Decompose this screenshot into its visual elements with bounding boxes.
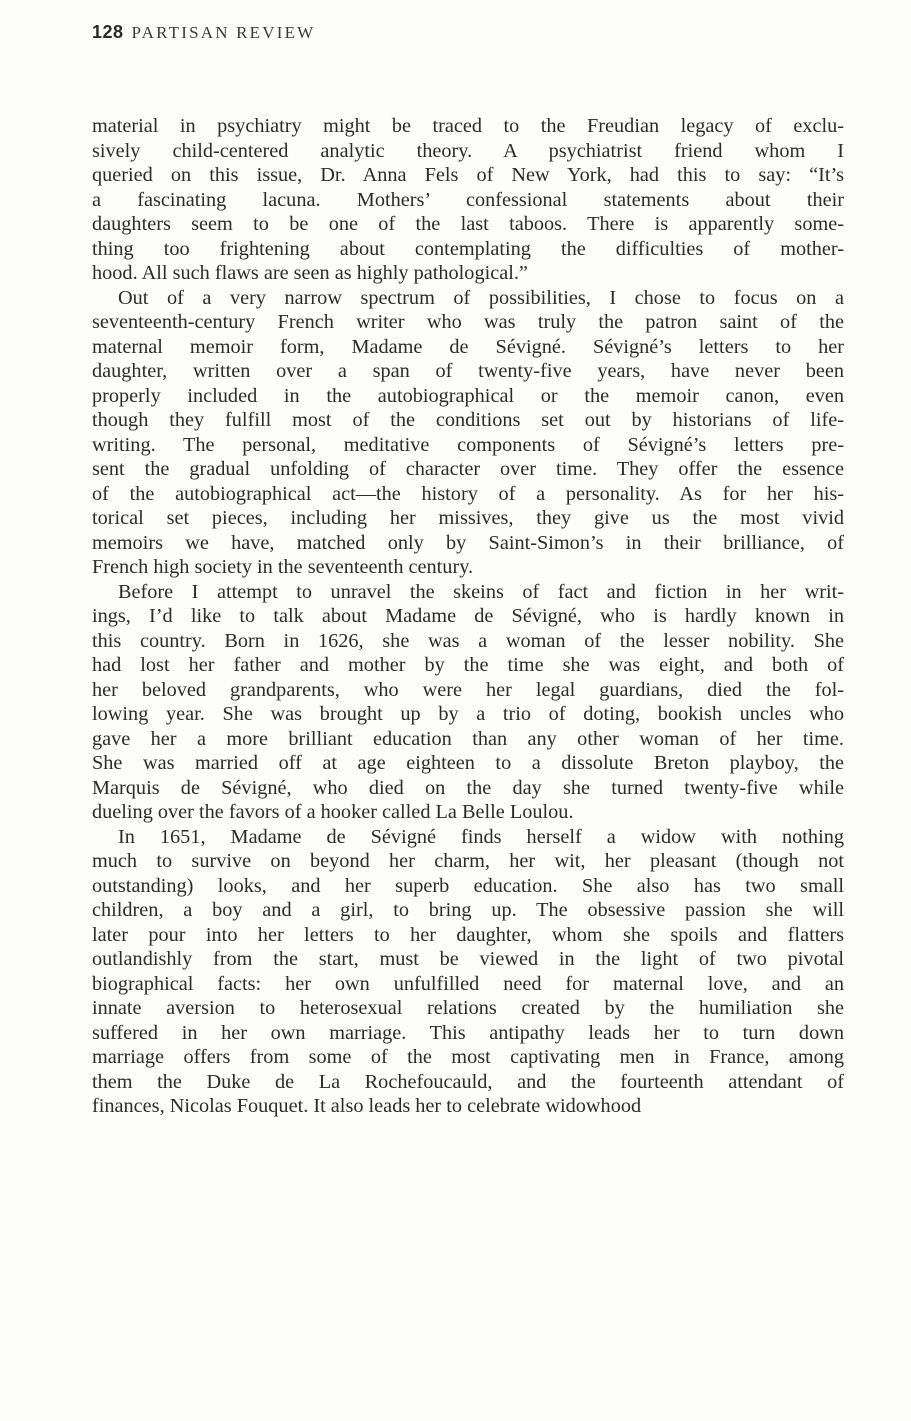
running-head <box>92 20 315 46</box>
text-line: Before I attempt to unravel the skeins of fact and fiction in her writ- <box>118 580 844 603</box>
text-line: writing. The personal, meditative components of Sévigné’s letters pre- <box>92 433 844 456</box>
text-line: outlandishly from the start, must be viewed in the light of two pivotal <box>92 948 844 970</box>
text-line: thing too frightening about contemplating the difficulties of mother- <box>92 237 844 260</box>
text-line: lowing year. She was brought up by a trio of doting, bookish uncles who <box>92 703 844 725</box>
text-line: much to survive on beyond her charm, her wit, her pleasant (though not <box>92 850 844 872</box>
journal-title: PARTISAN REVIEW <box>131 23 316 42</box>
text-line: biographical facts: her own unfulfilled need for maternal love, and an <box>92 972 844 995</box>
text-line: daughter, written over a span of twenty-five years, have never been <box>92 360 844 382</box>
text-line: queried on this issue, Dr. Anna Fels of New York, had this to say: “It’s <box>92 164 844 186</box>
text-line: them the Duke de La Rochefoucauld, and the fourteenth attendant of <box>92 1070 844 1093</box>
text-line: hood. All such flaws are seen as highly pathological.” <box>92 262 528 284</box>
text-line: sent the gradual unfolding of character over time. They offer the essence <box>92 458 844 480</box>
text-line: a fascinating lacuna. Mothers’ confessional statements about their <box>92 188 844 211</box>
text-line: memoirs we have, matched only by Saint-Simon’s in their brilliance, of <box>92 531 844 554</box>
text-line: ings, I’d like to talk about Madame de Sévigné, who is hardly known in <box>92 605 844 627</box>
text-line: daughters seem to be one of the last taboos. There is apparently some- <box>92 213 844 235</box>
text-line: maternal memoir form, Madame de Sévigné. Sévigné’s letters to her <box>92 335 844 358</box>
text-line: finances, Nicolas Fouquet. It also leads her to celebrate widowhood <box>92 1095 642 1117</box>
text-line: properly included in the autobiographical or the memoir canon, even <box>92 384 844 407</box>
text-line: seventeenth-century French writer who was truly the patron saint of the <box>92 311 844 333</box>
text-line: outstanding) looks, and her superb education. She also has two small <box>92 874 844 897</box>
text-line: of the autobiographical act—the history of a personality. As for her his- <box>92 482 844 505</box>
text-line: French high society in the seventeenth century. <box>92 556 474 578</box>
body-text <box>92 114 844 1119</box>
text-line: dueling over the favors of a hooker called La Belle Loulou. <box>92 801 574 823</box>
text-line: torical set pieces, including her missives, they give us the most vivid <box>92 507 844 529</box>
text-line: suffered in her own marriage. This antipathy leads her to turn down <box>92 1021 844 1044</box>
paragraph <box>92 580 844 825</box>
text-line: Marquis de Sévigné, who died on the day she turned twenty-five while <box>92 776 844 799</box>
text-line: In 1651, Madame de Sévigné finds herself a widow with nothing <box>118 825 844 848</box>
paragraph <box>92 286 844 580</box>
text-line: had lost her father and mother by the time she was eight, and both of <box>92 654 844 676</box>
text-line: though they fulfill most of the conditions set out by historians of life- <box>92 409 844 431</box>
text-line: She was married off at age eighteen to a dissolute Breton playboy, the <box>92 752 844 774</box>
paragraph <box>92 114 844 286</box>
text-line: marriage offers from some of the most captivating men in France, among <box>92 1046 844 1068</box>
text-line: later pour into her letters to her daughter, whom she spoils and flatters <box>92 923 844 946</box>
text-line: material in psychiatry might be traced to the Freudian legacy of exclu- <box>92 115 844 137</box>
text-line: sively child-centered analytic theory. A psychiatrist friend whom I <box>92 139 844 162</box>
page-number: 128 <box>92 22 124 42</box>
text-line: gave her a more brilliant education than any other woman of her time. <box>92 727 844 750</box>
text-line: her beloved grandparents, who were her legal guardians, died the fol- <box>92 678 844 701</box>
text-line: children, a boy and a girl, to bring up. The obsessive passion she will <box>92 899 844 921</box>
text-line: Out of a very narrow spectrum of possibilities, I chose to focus on a <box>118 286 844 309</box>
text-line: this country. Born in 1626, she was a woman of the lesser nobility. She <box>92 629 844 652</box>
text-line: innate aversion to heterosexual relations created by the humiliation she <box>92 997 844 1019</box>
paragraph <box>92 825 844 1119</box>
